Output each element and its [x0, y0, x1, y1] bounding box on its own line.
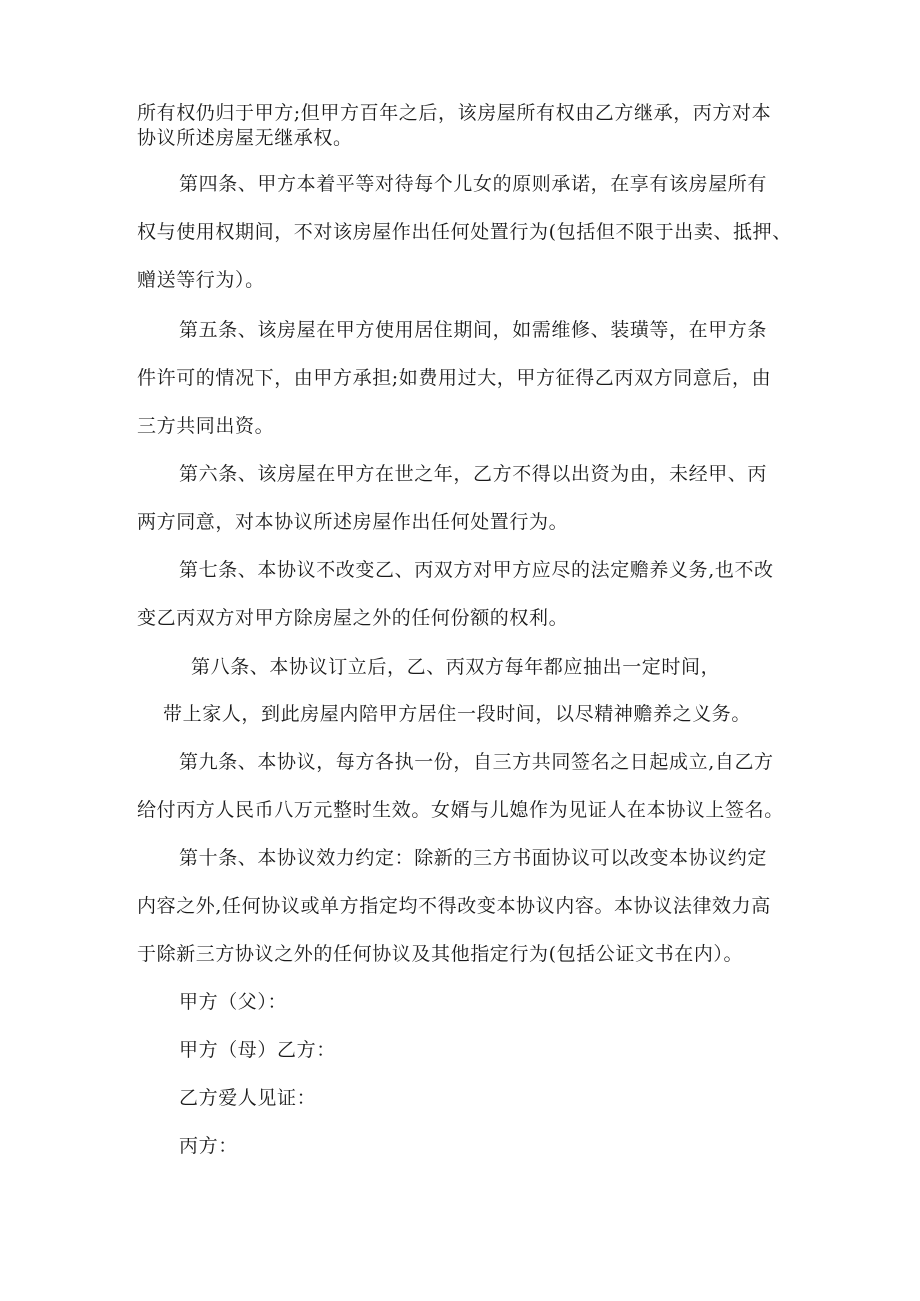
text-line-13: 第八条、本协议订立后，乙、丙双方每年都应抽出一定时间， — [191, 656, 721, 678]
text-line-14: 带上家人，到此房屋内陪甲方居住一段时间，以尽精神赡养之义务。 — [163, 703, 752, 725]
text-line-4: 权与使用权期间，不对该房屋作出任何处置行为(包括但不限于出卖、抵押、 — [137, 221, 792, 243]
text-line-18: 内容之外,任何协议或单方指定均不得改变本协议内容。本协议法律效力高 — [137, 895, 771, 917]
text-line-7: 件许可的情况下，由甲方承担;如费用过大，甲方征得乙丙双方同意后，由 — [137, 367, 772, 389]
signature-party-c: 丙方： — [179, 1135, 238, 1157]
text-line-6: 第五条、该房屋在甲方使用居住期间，如需维修、装璜等，在甲方条 — [179, 319, 768, 341]
signature-party-b-spouse-witness: 乙方爱人见证： — [179, 1087, 317, 1109]
text-line-16: 给付丙方人民币八万元整时生效。女婿与儿媳作为见证人在本协议上签名。 — [137, 799, 784, 821]
text-line-5: 赠送等行为）。 — [137, 269, 265, 291]
text-line-11: 第七条、本协议不改变乙、丙双方对甲方应尽的法定赡养义务,也不改 — [179, 559, 774, 581]
text-line-17: 第十条、本协议效力约定：除新的三方书面协议可以改变本协议约定 — [179, 847, 768, 869]
text-line-9: 第六条、该房屋在甲方在世之年，乙方不得以出资为由，未经甲、丙 — [179, 463, 768, 485]
signature-father: 甲方（父）： — [179, 991, 288, 1013]
signature-mother-party-b: 甲方（母）乙方： — [179, 1039, 336, 1061]
text-line-3: 第四条、甲方本着平等对待每个儿女的原则承诺，在享有该房屋所有 — [179, 173, 768, 195]
text-line-2: 协议所述房屋无继承权。 — [137, 127, 353, 149]
text-line-8: 三方共同出资。 — [137, 415, 275, 437]
text-line-15: 第九条、本协议，每方各执一份，自三方共同签名之日起成立,自乙方 — [179, 751, 774, 773]
text-line-10: 两方同意，对本协议所述房屋作出任何处置行为。 — [137, 511, 569, 533]
text-line-19: 于除新三方协议之外的任何协议及其他指定行为(包括公证文书在内）。 — [137, 943, 744, 965]
text-line-1: 所有权仍归于甲方;但甲方百年之后，该房屋所有权由乙方继承，丙方对本 — [137, 102, 772, 124]
text-line-12: 变乙丙双方对甲方除房屋之外的任何份额的权利。 — [137, 607, 569, 629]
